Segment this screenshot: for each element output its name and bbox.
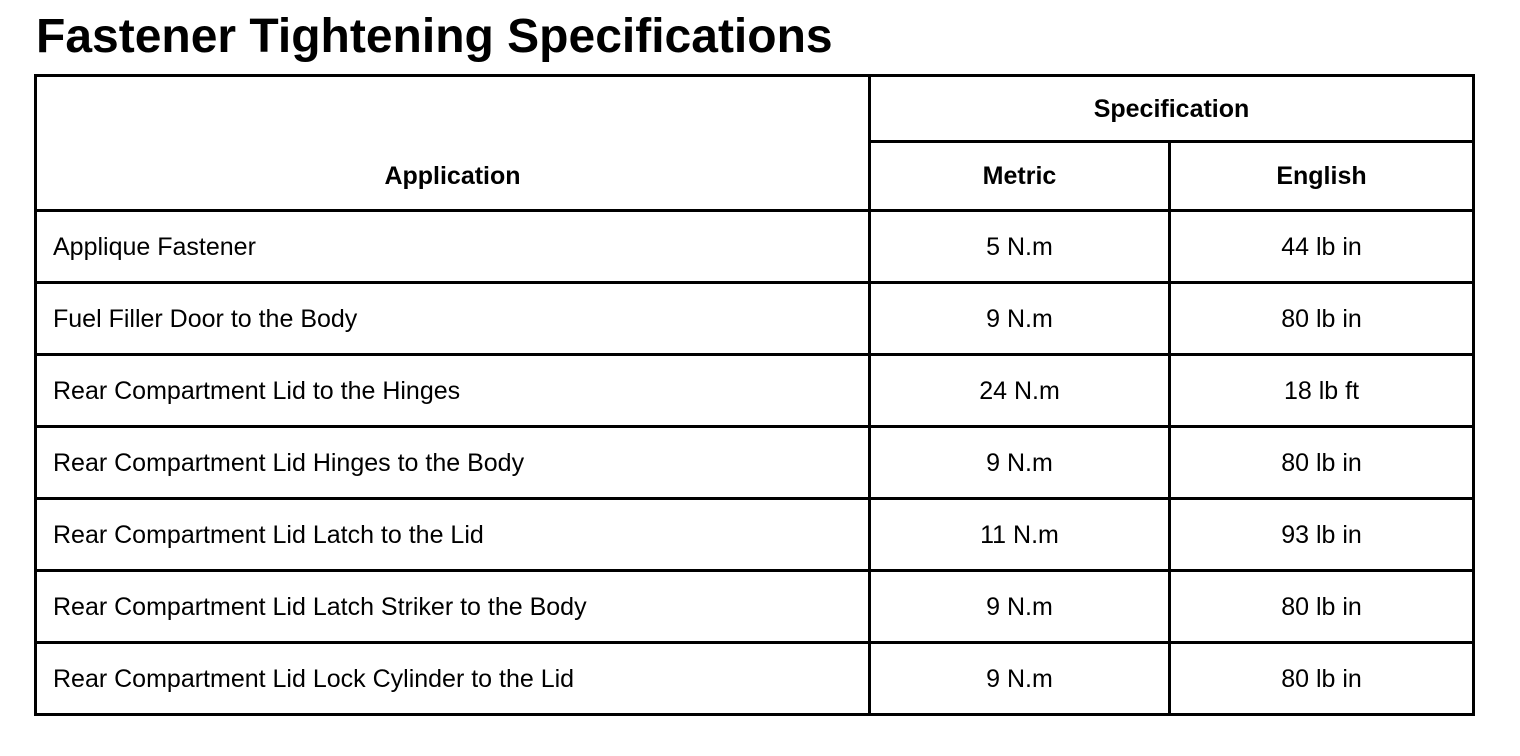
cell-metric: 5 N.m [870, 211, 1170, 283]
table-row [36, 355, 1474, 427]
cell-english: 80 lb in [1170, 283, 1474, 355]
column-header-metric: Metric [870, 142, 1170, 211]
cell-application: Rear Compartment Lid Lock Cylinder to the Lid [36, 643, 870, 715]
table-row [36, 499, 1474, 571]
cell-application: Rear Compartment Lid Latch to the Lid [36, 499, 870, 571]
cell-english: 80 lb in [1170, 643, 1474, 715]
table-row [36, 643, 1474, 715]
table-row [36, 427, 1474, 499]
cell-application: Fuel Filler Door to the Body [36, 283, 870, 355]
table-header [36, 76, 1474, 211]
cell-application: Rear Compartment Lid to the Hinges [36, 355, 870, 427]
column-header-specification: Specification [870, 76, 1474, 142]
cell-application: Rear Compartment Lid Latch Striker to the Body [36, 571, 870, 643]
cell-application: Applique Fastener [36, 211, 870, 283]
cell-metric: 9 N.m [870, 283, 1170, 355]
cell-english: 18 lb ft [1170, 355, 1474, 427]
table-row [36, 283, 1474, 355]
cell-application: Rear Compartment Lid Hinges to the Body [36, 427, 870, 499]
cell-english: 80 lb in [1170, 571, 1474, 643]
header-row-top [36, 76, 1474, 142]
cell-english: 93 lb in [1170, 499, 1474, 571]
cell-english: 80 lb in [1170, 427, 1474, 499]
table-row [36, 571, 1474, 643]
cell-metric: 9 N.m [870, 571, 1170, 643]
cell-english: 44 lb in [1170, 211, 1474, 283]
table-row [36, 211, 1474, 283]
cell-metric: 9 N.m [870, 427, 1170, 499]
spec-table [34, 74, 1475, 716]
column-header-application: Application [36, 76, 870, 211]
page-title: Fastener Tightening Specifications [36, 10, 833, 63]
table-body [36, 211, 1474, 715]
cell-metric: 11 N.m [870, 499, 1170, 571]
cell-metric: 9 N.m [870, 643, 1170, 715]
cell-metric: 24 N.m [870, 355, 1170, 427]
column-header-english: English [1170, 142, 1474, 211]
